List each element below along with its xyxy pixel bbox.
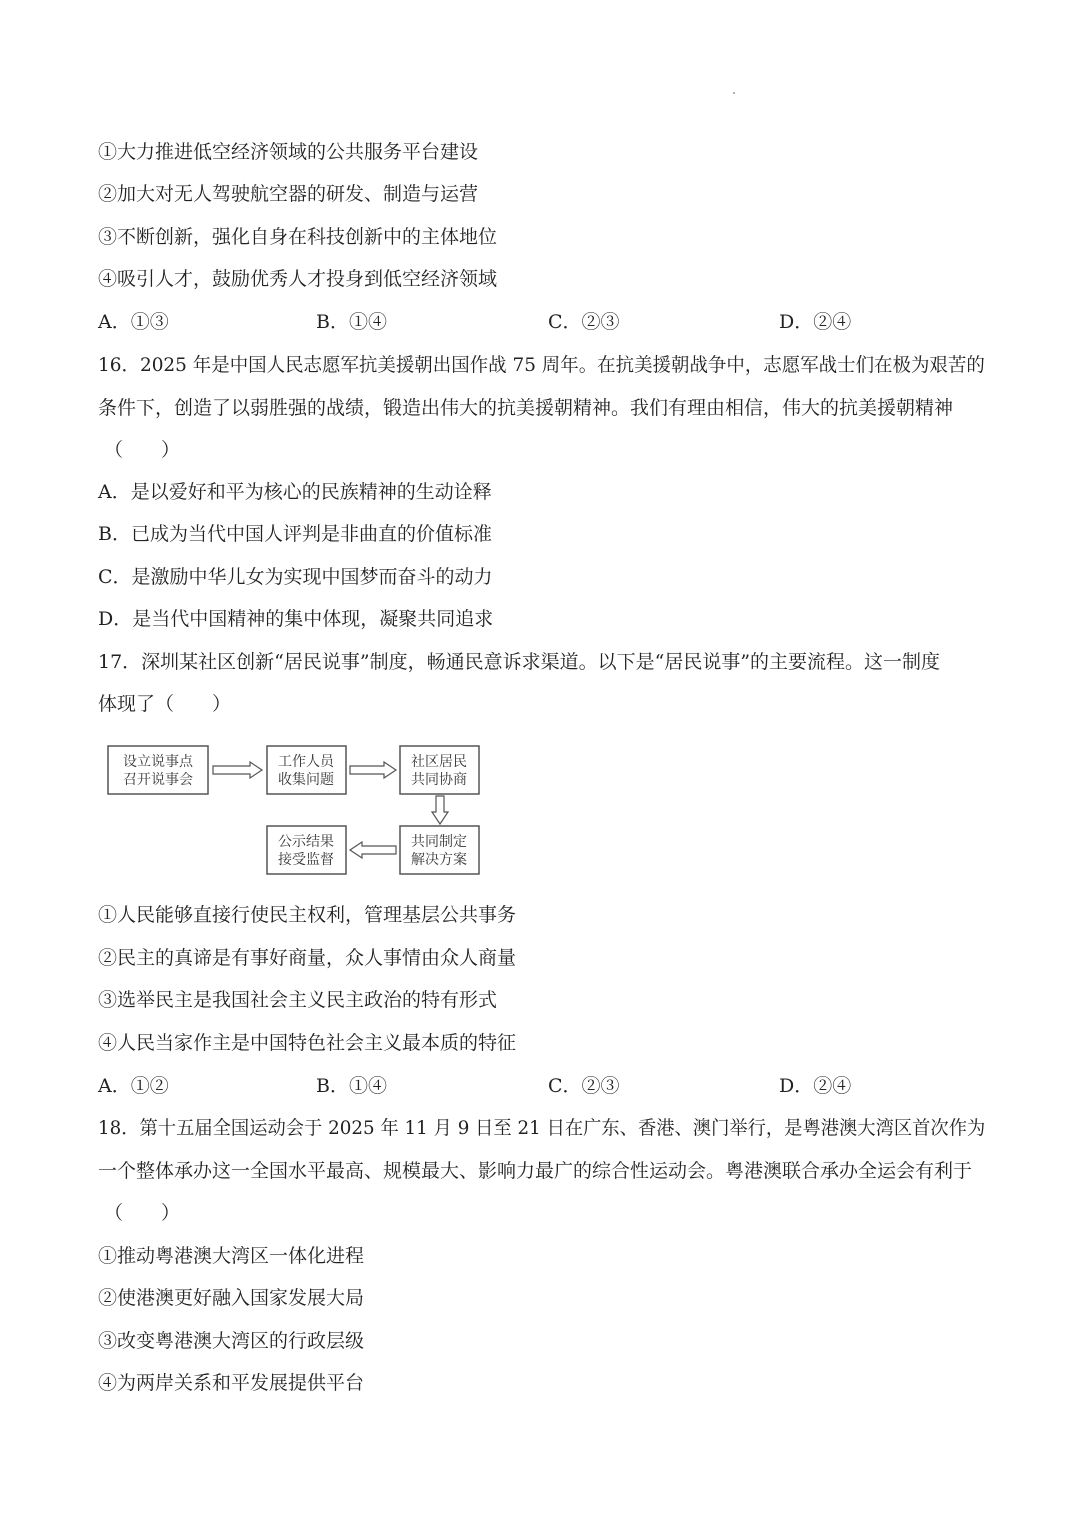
q16-stem-line-1: 16．2025 年是中国人民志愿军抗美援朝出国作战 75 周年。在抗美援朝战争中，志愿军战士们在极为艰苦的 [98,354,985,376]
q15-statement-3: ③不断创新，强化自身在科技创新中的主体地位 [98,226,498,248]
flow-box-2-line-1: 工作人员 [278,754,334,770]
q15-statement-2: ②加大对无人驾驶航空器的研发、制造与运营 [98,183,479,205]
flow-arrow-2 [350,762,396,778]
q15-option-c: C．②③ [548,311,620,333]
q16-option-d: D．是当代中国精神的集中体现，凝聚共同追求 [98,608,494,630]
q18-answer-blank: （ ） [104,1202,181,1224]
flow-box-5-line-2: 接受监督 [278,852,334,868]
residents-discussion-flowchart [100,738,490,878]
q16-option-c: C．是激励中华儿女为实现中国梦而奋斗的动力 [98,566,493,588]
q18-stem-line-2: 一个整体承办这一全国水平最高、规模最大、影响力最广的综合性运动会。粤港澳联合承办全运会有利于 [98,1160,973,1182]
q18-statement-3: ③改变粤港澳大湾区的行政层级 [98,1330,365,1352]
q16-stem-line-2: 条件下，创造了以弱胜强的战绩，锻造出伟大的抗美援朝精神。我们有理由相信，伟大的抗美援朝精神 [98,397,954,419]
q18-statement-2: ②使港澳更好融入国家发展大局 [98,1287,365,1309]
q15-option-a: A．①③ [98,311,169,333]
q16-option-b: B．已成为当代中国人评判是非曲直的价值标准 [98,523,492,545]
q16-answer-blank: （ ） [104,439,181,461]
flow-box-1-line-1: 设立说事点 [123,754,193,770]
flow-box-4-line-1: 共同制定 [411,834,467,850]
q15-statement-4: ④吸引人才，鼓励优秀人才投身到低空经济领域 [98,268,498,290]
flow-box-3-line-2: 共同协商 [411,772,467,788]
flow-box-4-line-2: 解决方案 [411,852,467,868]
flow-box-5-line-1: 公示结果 [278,834,334,850]
q16-option-a: A．是以爱好和平为核心的民族精神的生动诠释 [98,481,492,503]
q15-statement-1: ①大力推进低空经济领域的公共服务平台建设 [98,141,479,163]
q17-statement-4: ④人民当家作主是中国特色社会主义最本质的特征 [98,1032,517,1054]
q17-option-b: B．①④ [316,1075,387,1097]
q15-option-b: B．①④ [316,311,387,333]
q18-stem-line-1: 18．第十五届全国运动会于 2025 年 11 月 9 日至 21 日在广东、香港、澳门举行，是粤港澳大湾区首次作为 [98,1117,986,1139]
q17-stem-line-1: 17．深圳某社区创新“居民说事”制度，畅通民意诉求渠道。以下是“居民说事”的主要流程。这一制度 [98,651,941,673]
flow-arrow-1 [213,762,262,778]
q17-statement-2: ②民主的真谛是有事好商量，众人事情由众人商量 [98,947,517,969]
q18-statement-4: ④为两岸关系和平发展提供平台 [98,1372,365,1394]
q17-option-d: D．②④ [779,1075,852,1097]
q17-option-a: A．①② [98,1075,169,1097]
scan-speck [733,92,735,94]
flow-arrow-3 [432,796,448,824]
flow-arrow-4 [350,842,396,858]
flow-box-1-line-2: 召开说事会 [123,772,193,788]
flow-box-3-line-1: 社区居民 [411,754,467,770]
q17-statement-3: ③选举民主是我国社会主义民主政治的特有形式 [98,989,498,1011]
q15-option-d: D．②④ [779,311,852,333]
q17-stem-line-2: 体现了（ ） [98,693,232,715]
q18-statement-1: ①推动粤港澳大湾区一体化进程 [98,1245,365,1267]
q17-option-c: C．②③ [548,1075,620,1097]
flow-box-2-line-2: 收集问题 [278,772,334,788]
q17-statement-1: ①人民能够直接行使民主权利，管理基层公共事务 [98,904,517,926]
